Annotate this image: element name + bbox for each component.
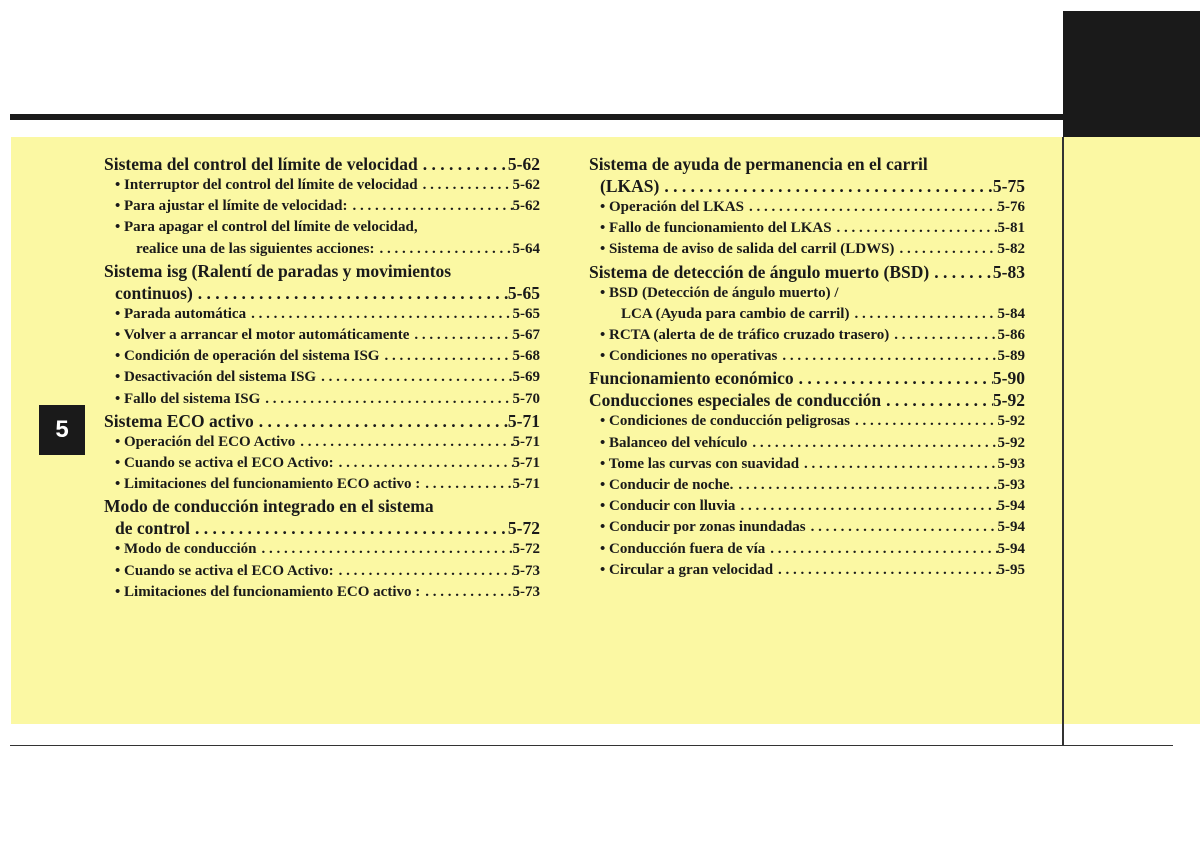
toc-page-number: 5-93	[997, 477, 1025, 494]
bullet-marker: •	[115, 433, 125, 450]
bullet-marker: •	[600, 348, 610, 365]
bullet-marker: •	[600, 327, 610, 344]
dot-leader	[260, 389, 512, 410]
toc-subsection-entry[interactable]	[589, 433, 1025, 454]
dot-leader	[735, 496, 997, 517]
bullet-marker: •	[600, 199, 610, 215]
dot-leader	[765, 539, 997, 560]
toc-entry-title	[600, 218, 832, 239]
toc-section-entry[interactable]	[104, 260, 540, 304]
toc-entry-text: RCTA (alerta de de tráfico cruzado trasero)	[609, 327, 890, 344]
bullet-marker: •	[600, 540, 610, 557]
toc-line	[600, 346, 1025, 367]
toc-page-number: 5-71	[512, 455, 540, 472]
toc-entry-title	[600, 433, 747, 454]
toc-entry-title	[115, 282, 193, 304]
toc-page-number: 5-73	[512, 583, 540, 600]
bullet-marker: •	[600, 455, 609, 472]
toc-line	[104, 153, 540, 175]
bullet-marker: •	[115, 177, 125, 193]
toc-subsection-entry[interactable]	[104, 539, 540, 560]
toc-page-number: 5-95	[997, 561, 1025, 578]
toc-entry-title	[600, 454, 799, 475]
toc-page-number: 5-62	[512, 177, 540, 193]
bullet-marker: •	[115, 305, 125, 322]
toc-line	[589, 175, 1025, 197]
dot-leader	[334, 561, 513, 582]
toc-line	[104, 517, 540, 539]
dot-leader	[193, 282, 508, 304]
toc-entry-title	[600, 496, 735, 517]
toc-entry-title	[115, 304, 246, 325]
bullet-marker: •	[115, 476, 125, 493]
toc-entry-title	[136, 239, 374, 260]
toc-entry-text: continuos)	[115, 282, 193, 303]
toc-page-number: 5-69	[512, 369, 540, 386]
toc-line	[600, 517, 1025, 538]
dot-leader	[806, 517, 998, 538]
toc-page-number: 5-86	[997, 327, 1025, 344]
toc-entry-text: Sistema de ayuda de permanencia en el carril	[589, 154, 928, 174]
dot-leader	[881, 389, 993, 411]
dot-leader	[889, 325, 997, 346]
toc-entry-title	[600, 517, 806, 538]
toc-entry-text: Conducciones especiales de conducción	[589, 390, 882, 411]
toc-entry-title	[115, 196, 347, 217]
toc-subsection-entry[interactable]	[104, 474, 540, 495]
toc-entry-title	[600, 560, 773, 581]
dot-leader	[420, 582, 512, 603]
toc-subsection-entry[interactable]	[104, 367, 540, 388]
toc-subsection-entry[interactable]	[589, 517, 1025, 538]
toc-entry-title	[600, 346, 777, 367]
toc-subsection-entry[interactable]	[589, 239, 1025, 260]
toc-line	[104, 410, 540, 432]
toc-line	[115, 217, 540, 238]
toc-subsection-entry[interactable]	[104, 453, 540, 474]
toc-line	[589, 261, 1025, 283]
toc-entry-text: Condición de operación del sistema ISG	[124, 348, 380, 365]
dot-leader	[295, 432, 512, 453]
toc-line	[600, 218, 1025, 239]
toc-subsection-entry[interactable]	[104, 175, 540, 196]
toc-page-number: 5-62	[507, 154, 540, 174]
toc-entry-title	[115, 389, 260, 410]
toc-page-number: 5-65	[507, 282, 540, 303]
dot-leader	[316, 367, 512, 388]
dot-leader	[894, 239, 997, 260]
toc-page-number: 5-93	[997, 455, 1025, 472]
dot-leader	[744, 197, 997, 218]
toc-entry-title	[115, 474, 420, 495]
dot-leader	[418, 153, 508, 175]
toc-entry-text: Fallo del sistema ISG	[124, 390, 261, 407]
toc-entry-text: Volver a arrancar el motor automáticamente	[123, 327, 410, 344]
toc-line	[104, 260, 540, 282]
toc-page-number: 5-94	[997, 498, 1025, 515]
bullet-marker: •	[115, 390, 125, 407]
toc-section-entry[interactable]	[104, 410, 540, 432]
bullet-marker: •	[600, 284, 610, 301]
toc-line	[600, 325, 1025, 346]
toc-entry-text: Funcionamiento económico	[589, 368, 794, 389]
toc-subsection-entry[interactable]	[589, 560, 1025, 581]
toc-line	[600, 560, 1025, 581]
bullet-marker: •	[600, 477, 610, 494]
toc-line	[600, 539, 1025, 560]
dot-leader	[379, 346, 512, 367]
toc-page-number: 5-75	[992, 176, 1025, 196]
toc-page-number: 5-68	[512, 348, 540, 365]
bullet-marker: •	[115, 455, 125, 472]
toc-page-number: 5-89	[997, 348, 1025, 365]
toc-line	[600, 197, 1025, 218]
toc-entry-title	[589, 367, 794, 389]
dot-leader	[929, 261, 993, 283]
toc-subsection-entry[interactable]	[104, 561, 540, 582]
toc-entry-text: (LKAS)	[600, 176, 660, 196]
toc-entry-text: Circular a gran velocidad	[609, 561, 774, 578]
dot-leader	[190, 517, 508, 539]
toc-subsection-entry[interactable]	[104, 196, 540, 217]
toc-entry-title	[115, 175, 418, 196]
toc-subsection-entry[interactable]	[104, 304, 540, 325]
toc-page-number: 5-76	[997, 199, 1025, 215]
toc-entry-text: Tome las curvas con suavidad	[608, 455, 800, 472]
toc-entry-title	[104, 410, 254, 432]
toc-subsection-entry[interactable]	[104, 389, 540, 410]
dot-leader	[420, 474, 512, 495]
toc-entry-title	[589, 153, 928, 175]
dot-leader	[799, 454, 997, 475]
toc-subsection-entry[interactable]	[104, 346, 540, 367]
toc-page-number: 5-81	[997, 220, 1025, 237]
toc-entry-title	[600, 325, 889, 346]
toc-page-number: 5-65	[512, 305, 540, 322]
dot-leader	[347, 196, 512, 217]
toc-page-number: 5-71	[512, 433, 540, 450]
toc-subsection-entry[interactable]	[589, 539, 1025, 560]
toc-page-number: 5-92	[997, 434, 1025, 451]
dot-leader	[832, 218, 998, 239]
toc-section-entry[interactable]	[589, 261, 1025, 283]
toc-entry-text: LCA (Ayuda para cambio de carril)	[621, 305, 850, 322]
toc-entry-text: Sistema ECO activo	[104, 410, 254, 431]
toc-page-number: 5-82	[997, 241, 1025, 258]
toc-entry-title	[600, 283, 839, 304]
dot-leader	[257, 539, 513, 560]
toc-entry-text: Conducir por zonas inundadas	[609, 519, 806, 536]
toc-line	[115, 175, 540, 196]
toc-entry-title	[115, 325, 409, 346]
toc-section-entry[interactable]	[589, 389, 1025, 411]
bullet-marker: •	[115, 562, 125, 579]
dot-leader	[777, 346, 997, 367]
toc-entry-title	[115, 582, 420, 603]
dot-leader	[794, 367, 993, 389]
toc-entry-title	[621, 304, 849, 325]
toc-entry-title	[104, 495, 434, 517]
toc-entry-text: Fallo de funcionamiento del LKAS	[609, 220, 832, 237]
toc-subsection-entry[interactable]	[589, 411, 1025, 432]
bullet-marker: •	[600, 220, 610, 237]
toc-entry-text: Sistema isg (Ralentí de paradas y movimientos	[104, 260, 452, 281]
bullet-marker: •	[115, 369, 125, 386]
toc-entry-title	[104, 260, 451, 282]
toc-line	[600, 304, 1025, 325]
toc-page-number: 5-67	[512, 327, 540, 344]
toc-entry-text: Para ajustar el límite de velocidad:	[124, 198, 348, 215]
toc-entry-title	[600, 411, 850, 432]
bullet-marker: •	[115, 327, 124, 344]
dot-leader	[254, 410, 508, 432]
toc-entry-text: Limitaciones del funcionamiento ECO activo :	[124, 476, 421, 493]
toc-subsection-entry[interactable]	[589, 454, 1025, 475]
dot-leader	[733, 475, 997, 496]
toc-page-number: 5-72	[512, 541, 540, 558]
dot-leader	[773, 560, 997, 581]
toc-entry-text: Sistema de aviso de salida del carril (LDWS)	[609, 241, 895, 258]
toc-entry-text: Interruptor del control del límite de velocidad	[124, 177, 418, 193]
toc-entry-title	[115, 346, 379, 367]
toc-entry-text: Sistema de detección de ángulo muerto (BSD)	[589, 261, 930, 282]
dot-leader	[246, 304, 512, 325]
footer-rule	[10, 745, 1173, 746]
toc-line	[589, 153, 1025, 175]
toc-subsection-entry[interactable]	[589, 197, 1025, 218]
bullet-marker: •	[115, 198, 125, 215]
toc-line	[115, 196, 540, 217]
toc-page-number: 5-92	[992, 390, 1025, 411]
toc-page-number: 5-71	[507, 410, 540, 431]
toc-line	[104, 282, 540, 304]
dot-leader	[409, 325, 512, 346]
toc-section-entry[interactable]	[589, 367, 1025, 389]
toc-section-entry[interactable]	[589, 153, 1025, 197]
toc-entry-title	[589, 261, 929, 283]
header-rule	[10, 114, 1063, 120]
bullet-marker: •	[600, 434, 610, 451]
toc-line	[115, 367, 540, 388]
toc-page-number: 5-71	[512, 476, 540, 493]
toc-subsection-entry[interactable]	[589, 346, 1025, 367]
toc-line	[115, 304, 540, 325]
toc-line	[115, 239, 540, 260]
toc-entry-title	[104, 153, 418, 175]
toc-entry-text: Desactivación del sistema ISG	[124, 369, 317, 386]
toc-entry-title	[115, 367, 316, 388]
toc-subsection-entry[interactable]	[104, 217, 540, 259]
toc-line	[115, 432, 540, 453]
dot-leader	[418, 175, 513, 196]
chapter-number-tab: 5	[39, 405, 85, 455]
toc-line	[115, 582, 540, 603]
toc-page-number: 5-84	[997, 305, 1025, 322]
toc-page-number: 5-72	[507, 518, 540, 539]
toc-entry-title	[600, 475, 733, 496]
toc-line	[600, 475, 1025, 496]
bullet-marker: •	[600, 561, 610, 578]
toc-line	[115, 561, 540, 582]
bullet-marker: •	[115, 219, 125, 236]
bullet-marker: •	[600, 519, 610, 536]
toc-page-number: 5-64	[512, 240, 540, 257]
dot-leader	[747, 433, 997, 454]
toc-line	[600, 411, 1025, 432]
toc-entry-title	[115, 539, 257, 560]
toc-entry-text: realice una de las siguientes acciones:	[136, 240, 375, 257]
toc-page-number: 5-94	[997, 540, 1025, 557]
dot-leader	[334, 453, 513, 474]
toc-entry-text: de control	[115, 518, 191, 539]
bullet-marker: •	[600, 498, 610, 515]
toc-entry-text: Para apagar el control del límite de velocidad,	[124, 219, 418, 236]
toc-page-number: 5-92	[997, 413, 1025, 430]
toc-entry-title	[600, 197, 744, 218]
dot-leader	[850, 411, 997, 432]
corner-tab	[1063, 11, 1200, 137]
toc-line	[115, 389, 540, 410]
dot-leader	[659, 175, 993, 197]
bullet-marker: •	[115, 583, 125, 600]
toc-line	[115, 474, 540, 495]
toc-subsection-entry[interactable]	[104, 582, 540, 603]
margin-divider	[1062, 137, 1064, 745]
toc-entry-text: Sistema del control del límite de velocidad	[104, 154, 418, 174]
toc-subsection-entry[interactable]	[104, 325, 540, 346]
toc-entry-text: Conducción fuera de vía	[609, 540, 766, 557]
toc-entry-title	[600, 175, 659, 197]
toc-entry-text: Conducir de noche.	[609, 477, 734, 494]
toc-entry-title	[115, 453, 334, 474]
toc-subsection-entry[interactable]	[589, 475, 1025, 496]
toc-subsection-entry[interactable]	[104, 432, 540, 453]
toc-line	[104, 495, 540, 517]
toc-subsection-entry[interactable]	[589, 325, 1025, 346]
bullet-marker: •	[600, 241, 610, 258]
toc-line	[600, 239, 1025, 260]
toc-entry-title	[115, 561, 334, 582]
toc-subsection-entry[interactable]	[589, 283, 1025, 325]
toc-entry-text: Modo de conducción integrado en el sistema	[104, 496, 434, 517]
bullet-marker: •	[115, 541, 125, 558]
toc-section-entry[interactable]	[104, 495, 540, 539]
toc-line	[589, 389, 1025, 411]
toc-line	[115, 325, 540, 346]
toc-page-number: 5-90	[992, 368, 1025, 389]
toc-page-number: 5-70	[512, 390, 540, 407]
toc-page-number: 5-94	[997, 519, 1025, 536]
toc-line	[600, 283, 1025, 304]
dot-leader	[849, 304, 997, 325]
toc-line	[115, 453, 540, 474]
toc-entry-text: Condiciones de conducción peligrosas	[609, 413, 851, 430]
toc-page-number: 5-73	[512, 562, 540, 579]
bullet-marker: •	[600, 413, 610, 430]
toc-page-number: 5-62	[512, 198, 540, 215]
toc-left-column	[104, 153, 540, 603]
toc-line	[115, 539, 540, 560]
toc-page-number: 5-83	[992, 261, 1025, 282]
toc-entry-text: BSD (Detección de ángulo muerto) /	[609, 284, 839, 301]
dot-leader	[374, 239, 512, 260]
toc-entry-text: Balanceo del vehículo	[609, 434, 748, 451]
toc-entry-title	[600, 239, 894, 260]
toc-entry-title	[115, 517, 190, 539]
toc-section-entry[interactable]	[104, 153, 540, 175]
margin-panel	[1064, 137, 1200, 724]
toc-entry-text: Limitaciones del funcionamiento ECO activo :	[124, 583, 421, 600]
toc-entry-text: Modo de conducción	[124, 541, 257, 558]
toc-entry-title	[115, 217, 418, 238]
toc-entry-text: Operación del LKAS	[609, 199, 745, 215]
toc-entry-text: Parada automática	[124, 305, 247, 322]
toc-entry-text: Operación del ECO Activo	[124, 433, 296, 450]
toc-entry-text: Cuando se activa el ECO Activo:	[124, 562, 334, 579]
toc-line	[600, 496, 1025, 517]
toc-right-column	[589, 153, 1025, 581]
toc-subsection-entry[interactable]	[589, 218, 1025, 239]
toc-line	[600, 454, 1025, 475]
toc-subsection-entry[interactable]	[589, 496, 1025, 517]
toc-line	[115, 346, 540, 367]
toc-entry-text: Cuando se activa el ECO Activo:	[124, 455, 334, 472]
toc-line	[600, 433, 1025, 454]
toc-entry-title	[115, 432, 295, 453]
bullet-marker: •	[115, 348, 125, 365]
toc-entry-title	[600, 539, 765, 560]
toc-line	[589, 367, 1025, 389]
toc-entry-title	[589, 389, 881, 411]
toc-entry-text: Condiciones no operativas	[609, 348, 778, 365]
toc-entry-text: Conducir con lluvia	[609, 498, 736, 515]
